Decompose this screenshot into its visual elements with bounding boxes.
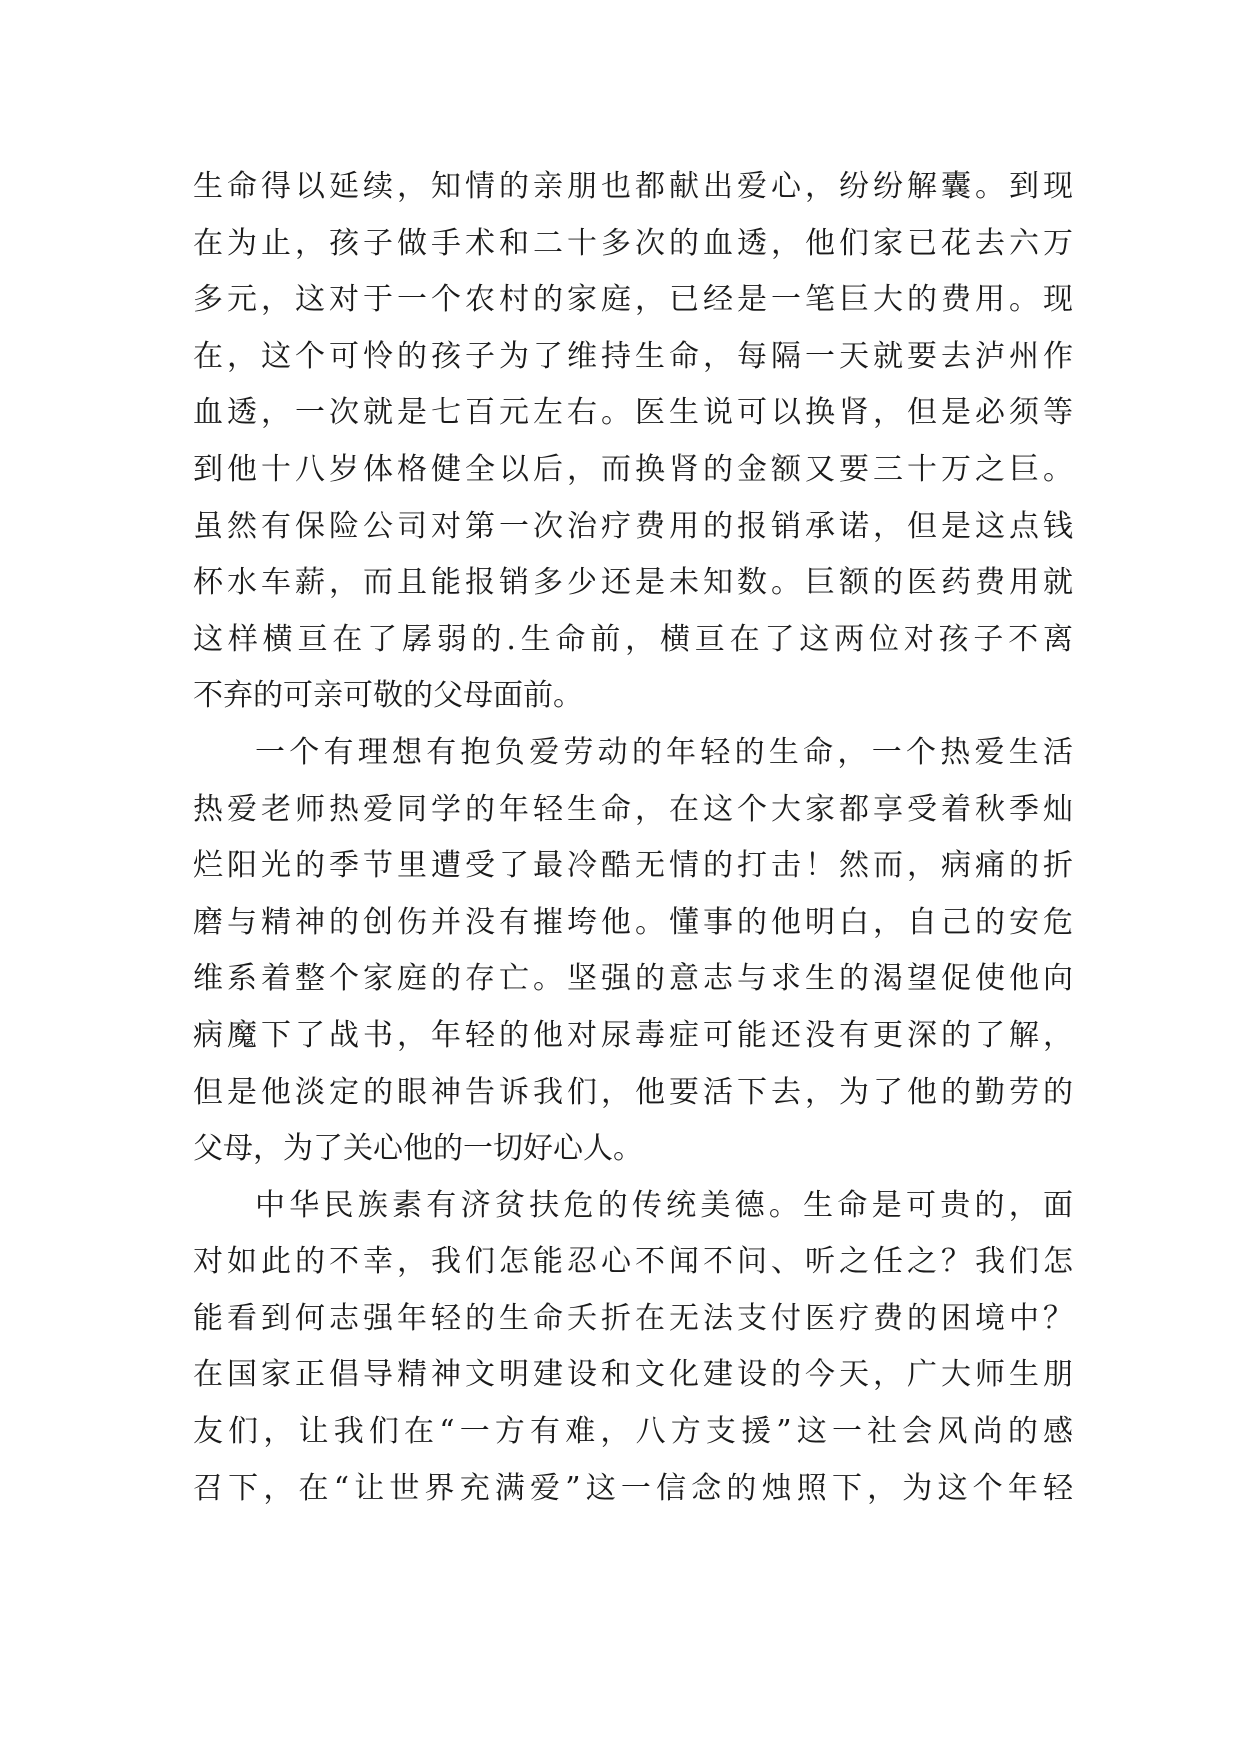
text-line: 在为止，孩子做手术和二十多次的血透，他们家已花去六万 <box>193 225 1073 261</box>
text-line: 虽然有保险公司对第一次治疗费用的报销承诺，但是这点钱 <box>193 508 1073 544</box>
body-text <box>193 159 1073 1517</box>
text-line: 维系着整个家庭的存亡。坚强的意志与求生的渴望促使他向 <box>193 961 1073 997</box>
text-line: 这样横亘在了孱弱的.生命前，横亘在了这两位对孩子不离 <box>193 621 1073 657</box>
text-line: 一个有理想有抱负爱劳动的年轻的生命，一个热爱生活 <box>255 734 1073 770</box>
text-line: 召下，在“让世界充满爱”这一信念的烛照下，为这个年轻 <box>193 1470 1073 1506</box>
text-line: 生命得以延续，知情的亲朋也都献出爱心，纷纷解囊。到现 <box>193 169 1073 204</box>
text-line: 病魔下了战书，年轻的他对尿毒症可能还没有更深的了解， <box>193 1017 1073 1053</box>
text-line: 血透，一次就是七百元左右。医生说可以换肾，但是必须等 <box>193 395 1073 431</box>
text-line: 多元，这对于一个农村的家庭，已经是一笔巨大的费用。现 <box>193 282 1073 318</box>
text-line: 杯水车薪，而且能报销多少还是未知数。巨额的医药费用就 <box>193 565 1073 601</box>
text-line: 在国家正倡导精神文明建设和文化建设的今天，广大师生朋 <box>193 1357 1073 1393</box>
text-line: 热爱老师热爱同学的年轻生命，在这个大家都享受着秋季灿 <box>193 791 1073 827</box>
text-line: 不弃的可亲可敬的父母面前。 <box>193 678 583 714</box>
text-line: 磨与精神的创伤并没有摧垮他。懂事的他明白，自己的安危 <box>193 904 1073 940</box>
text-line: 但是他淡定的眼神告诉我们，他要活下去，为了他的勤劳的 <box>193 1074 1073 1110</box>
text-line: 父母，为了关心他的一切好心人。 <box>193 1131 643 1167</box>
text-line: 在，这个可怜的孩子为了维持生命，每隔一天就要去泸州作 <box>193 338 1073 374</box>
text-line: 烂阳光的季节里遭受了最冷酷无情的打击！然而，病痛的折 <box>193 848 1073 884</box>
text-line: 对如此的不幸，我们怎能忍心不闻不问、听之任之？我们怎 <box>193 1244 1073 1280</box>
text-line: 能看到何志强年轻的生命夭折在无法支付医疗费的困境中？ <box>193 1300 1073 1336</box>
text-line: 到他十八岁体格健全以后，而换肾的金额又要三十万之巨。 <box>193 451 1073 487</box>
text-line: 友们，让我们在“一方有难，八方支援”这一社会风尚的感 <box>193 1414 1073 1450</box>
text-line: 中华民族素有济贫扶危的传统美德。生命是可贵的，面 <box>255 1187 1073 1223</box>
